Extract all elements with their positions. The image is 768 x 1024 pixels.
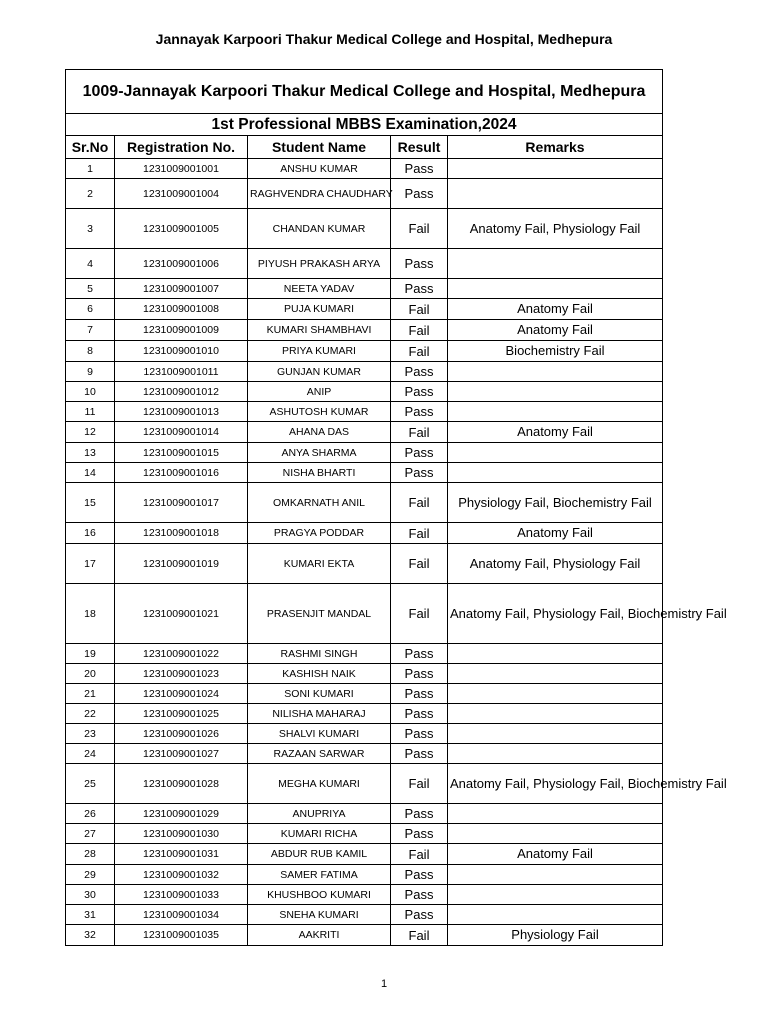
registration-no-cell: 1231009001024 (115, 684, 248, 704)
result-cell: Fail (391, 925, 448, 946)
student-name-cell: ANUPRIYA (248, 804, 391, 824)
sr-no-cell: 27 (66, 824, 115, 844)
sr-no-cell: 25 (66, 764, 115, 804)
registration-no-cell: 1231009001018 (115, 523, 248, 544)
table-row (66, 179, 663, 209)
sr-no-cell: 12 (66, 422, 115, 443)
registration-no-cell: 1231009001011 (115, 362, 248, 382)
result-cell: Pass (391, 744, 448, 764)
registration-no-cell: 1231009001033 (115, 885, 248, 905)
table-row (66, 824, 663, 844)
sr-no-cell: 19 (66, 644, 115, 664)
remarks-cell: Physiology Fail (448, 925, 663, 946)
result-cell: Pass (391, 905, 448, 925)
result-cell: Pass (391, 804, 448, 824)
remarks-cell (448, 362, 663, 382)
result-cell: Fail (391, 844, 448, 865)
remarks-cell (448, 824, 663, 844)
sr-no-cell: 21 (66, 684, 115, 704)
sr-no-cell: 32 (66, 925, 115, 946)
remarks-cell: Anatomy Fail (448, 422, 663, 443)
table-row (66, 865, 663, 885)
column-header-registration-no: Registration No. (115, 136, 248, 159)
remarks-cell (448, 644, 663, 664)
remarks-cell (448, 443, 663, 463)
sr-no-cell: 20 (66, 664, 115, 684)
student-name-cell: ASHUTOSH KUMAR (248, 402, 391, 422)
result-cell: Pass (391, 865, 448, 885)
sr-no-cell: 7 (66, 320, 115, 341)
table-row (66, 279, 663, 299)
result-cell: Fail (391, 422, 448, 443)
student-name-cell: GUNJAN KUMAR (248, 362, 391, 382)
table-row (66, 320, 663, 341)
remarks-cell (448, 279, 663, 299)
remarks-cell (448, 804, 663, 824)
student-name-cell: CHANDAN KUMAR (248, 209, 391, 249)
page-header: Jannayak Karpoori Thakur Medical College and Hospital, Medhepura (155, 31, 613, 47)
registration-no-cell: 1231009001007 (115, 279, 248, 299)
registration-no-cell: 1231009001016 (115, 463, 248, 483)
registration-no-cell: 1231009001009 (115, 320, 248, 341)
exam-title: 1st Professional MBBS Examination,2024 (66, 114, 663, 136)
student-name-cell: ANSHU KUMAR (248, 159, 391, 179)
student-name-cell: SHALVI KUMARI (248, 724, 391, 744)
sr-no-cell: 26 (66, 804, 115, 824)
table-row (66, 844, 663, 865)
student-name-cell: RASHMI SINGH (248, 644, 391, 664)
student-name-cell: KASHISH NAIK (248, 664, 391, 684)
sr-no-cell: 10 (66, 382, 115, 402)
remarks-cell (448, 865, 663, 885)
result-cell: Pass (391, 382, 448, 402)
student-name-cell: OMKARNATH ANIL (248, 483, 391, 523)
table-row (66, 704, 663, 724)
student-name-cell: SONI KUMARI (248, 684, 391, 704)
remarks-cell (448, 249, 663, 279)
remarks-cell (448, 744, 663, 764)
sr-no-cell: 24 (66, 744, 115, 764)
sr-no-cell: 1 (66, 159, 115, 179)
student-name-cell: NEETA YADAV (248, 279, 391, 299)
result-cell: Fail (391, 764, 448, 804)
sr-no-cell: 5 (66, 279, 115, 299)
result-cell: Fail (391, 483, 448, 523)
result-cell: Pass (391, 704, 448, 724)
registration-no-cell: 1231009001031 (115, 844, 248, 865)
result-cell: Pass (391, 279, 448, 299)
table-row (66, 299, 663, 320)
result-cell: Pass (391, 644, 448, 664)
student-name-cell: PRAGYA PODDAR (248, 523, 391, 544)
student-name-cell: RAZAAN SARWAR (248, 744, 391, 764)
registration-no-cell: 1231009001006 (115, 249, 248, 279)
page-number: 1 (380, 978, 388, 990)
sr-no-cell: 2 (66, 179, 115, 209)
remarks-cell: Anatomy Fail (448, 523, 663, 544)
student-name-cell: ANIP (248, 382, 391, 402)
result-cell: Fail (391, 299, 448, 320)
column-header-student-name: Student Name (248, 136, 391, 159)
result-cell: Pass (391, 179, 448, 209)
registration-no-cell: 1231009001010 (115, 341, 248, 362)
column-header-result: Result (391, 136, 448, 159)
table-row (66, 341, 663, 362)
sr-no-cell: 4 (66, 249, 115, 279)
registration-no-cell: 1231009001015 (115, 443, 248, 463)
result-cell: Fail (391, 544, 448, 584)
registration-no-cell: 1231009001027 (115, 744, 248, 764)
table-row (66, 463, 663, 483)
result-cell: Pass (391, 684, 448, 704)
table-row (66, 362, 663, 382)
remarks-cell: Anatomy Fail (448, 320, 663, 341)
table-row (66, 744, 663, 764)
result-cell: Fail (391, 523, 448, 544)
registration-no-cell: 1231009001032 (115, 865, 248, 885)
remarks-cell (448, 402, 663, 422)
registration-no-cell: 1231009001004 (115, 179, 248, 209)
table-row (66, 523, 663, 544)
table-row (66, 644, 663, 664)
remarks-cell: Anatomy Fail, Physiology Fail (448, 209, 663, 249)
registration-no-cell: 1231009001026 (115, 724, 248, 744)
sr-no-cell: 16 (66, 523, 115, 544)
result-cell: Pass (391, 402, 448, 422)
registration-no-cell: 1231009001005 (115, 209, 248, 249)
remarks-cell (448, 885, 663, 905)
student-name-cell: PRIYA KUMARI (248, 341, 391, 362)
column-header-sr-no: Sr.No (66, 136, 115, 159)
remarks-cell: Anatomy Fail, Physiology Fail, Biochemistry Fail (448, 764, 663, 804)
student-name-cell: NILISHA MAHARAJ (248, 704, 391, 724)
sr-no-cell: 14 (66, 463, 115, 483)
student-name-cell: KHUSHBOO KUMARI (248, 885, 391, 905)
remarks-cell: Anatomy Fail (448, 299, 663, 320)
sr-no-cell: 8 (66, 341, 115, 362)
student-name-cell: RAGHVENDRA CHAUDHARY (248, 179, 391, 209)
registration-no-cell: 1231009001001 (115, 159, 248, 179)
remarks-cell (448, 382, 663, 402)
registration-no-cell: 1231009001012 (115, 382, 248, 402)
sr-no-cell: 15 (66, 483, 115, 523)
table-row (66, 905, 663, 925)
registration-no-cell: 1231009001023 (115, 664, 248, 684)
sr-no-cell: 22 (66, 704, 115, 724)
result-cell: Pass (391, 362, 448, 382)
table-row (66, 159, 663, 179)
student-name-cell: PUJA KUMARI (248, 299, 391, 320)
sr-no-cell: 6 (66, 299, 115, 320)
result-cell: Fail (391, 209, 448, 249)
remarks-cell (448, 179, 663, 209)
table-row (66, 664, 663, 684)
student-name-cell: PRASENJIT MANDAL (248, 584, 391, 644)
results-table (65, 69, 727, 946)
table-title: 1009-Jannayak Karpoori Thakur Medical College and Hospital, Medhepura (66, 70, 663, 114)
table-row (66, 402, 663, 422)
remarks-cell (448, 664, 663, 684)
student-name-cell: MEGHA KUMARI (248, 764, 391, 804)
sr-no-cell: 23 (66, 724, 115, 744)
registration-no-cell: 1231009001019 (115, 544, 248, 584)
sr-no-cell: 28 (66, 844, 115, 865)
column-header-remarks: Remarks (448, 136, 663, 159)
table-row (66, 249, 663, 279)
sr-no-cell: 31 (66, 905, 115, 925)
registration-no-cell: 1231009001030 (115, 824, 248, 844)
student-name-cell: SNEHA KUMARI (248, 905, 391, 925)
registration-no-cell: 1231009001013 (115, 402, 248, 422)
registration-no-cell: 1231009001017 (115, 483, 248, 523)
remarks-cell (448, 905, 663, 925)
registration-no-cell: 1231009001025 (115, 704, 248, 724)
remarks-cell (448, 463, 663, 483)
table-row (66, 443, 663, 463)
remarks-cell (448, 724, 663, 744)
remarks-cell (448, 704, 663, 724)
sr-no-cell: 3 (66, 209, 115, 249)
result-cell: Pass (391, 885, 448, 905)
result-cell: Pass (391, 463, 448, 483)
student-name-cell: AAKRITI (248, 925, 391, 946)
student-name-cell: PIYUSH PRAKASH ARYA (248, 249, 391, 279)
registration-no-cell: 1231009001008 (115, 299, 248, 320)
registration-no-cell: 1231009001028 (115, 764, 248, 804)
result-cell: Pass (391, 159, 448, 179)
result-cell: Fail (391, 320, 448, 341)
remarks-cell (448, 684, 663, 704)
table-row (66, 684, 663, 704)
result-cell: Pass (391, 443, 448, 463)
student-name-cell: NISHA BHARTI (248, 463, 391, 483)
table-row (66, 584, 663, 644)
result-cell: Fail (391, 341, 448, 362)
remarks-cell: Physiology Fail, Biochemistry Fail (448, 483, 663, 523)
exam-title-row (66, 114, 663, 136)
student-name-cell: SAMER FATIMA (248, 865, 391, 885)
remarks-cell: Anatomy Fail (448, 844, 663, 865)
remarks-cell: Anatomy Fail, Physiology Fail, Biochemistry Fail (448, 584, 663, 644)
remarks-cell: Anatomy Fail, Physiology Fail (448, 544, 663, 584)
remarks-cell (448, 159, 663, 179)
student-name-cell: AHANA DAS (248, 422, 391, 443)
result-cell: Pass (391, 824, 448, 844)
table-row (66, 422, 663, 443)
result-cell: Pass (391, 664, 448, 684)
sr-no-cell: 9 (66, 362, 115, 382)
registration-no-cell: 1231009001034 (115, 905, 248, 925)
sr-no-cell: 30 (66, 885, 115, 905)
registration-no-cell: 1231009001035 (115, 925, 248, 946)
table-row (66, 483, 663, 523)
sr-no-cell: 17 (66, 544, 115, 584)
table-row (66, 544, 663, 584)
table-row (66, 885, 663, 905)
sr-no-cell: 11 (66, 402, 115, 422)
results-table-body (66, 70, 727, 946)
college-title-row (66, 70, 663, 114)
result-cell: Pass (391, 724, 448, 744)
registration-no-cell: 1231009001029 (115, 804, 248, 824)
registration-no-cell: 1231009001022 (115, 644, 248, 664)
sr-no-cell: 18 (66, 584, 115, 644)
student-name-cell: ANYA SHARMA (248, 443, 391, 463)
sr-no-cell: 29 (66, 865, 115, 885)
remarks-cell: Biochemistry Fail (448, 341, 663, 362)
result-cell: Pass (391, 249, 448, 279)
student-name-cell: KUMARI SHAMBHAVI (248, 320, 391, 341)
table-row (66, 764, 663, 804)
table-row (66, 724, 663, 744)
student-name-cell: KUMARI RICHA (248, 824, 391, 844)
sr-no-cell: 13 (66, 443, 115, 463)
registration-no-cell: 1231009001014 (115, 422, 248, 443)
column-header-row (66, 136, 663, 159)
result-cell: Fail (391, 584, 448, 644)
table-row (66, 382, 663, 402)
student-name-cell: KUMARI EKTA (248, 544, 391, 584)
registration-no-cell: 1231009001021 (115, 584, 248, 644)
table-row (66, 804, 663, 824)
table-row (66, 925, 663, 946)
table-row (66, 209, 663, 249)
student-name-cell: ABDUR RUB KAMIL (248, 844, 391, 865)
